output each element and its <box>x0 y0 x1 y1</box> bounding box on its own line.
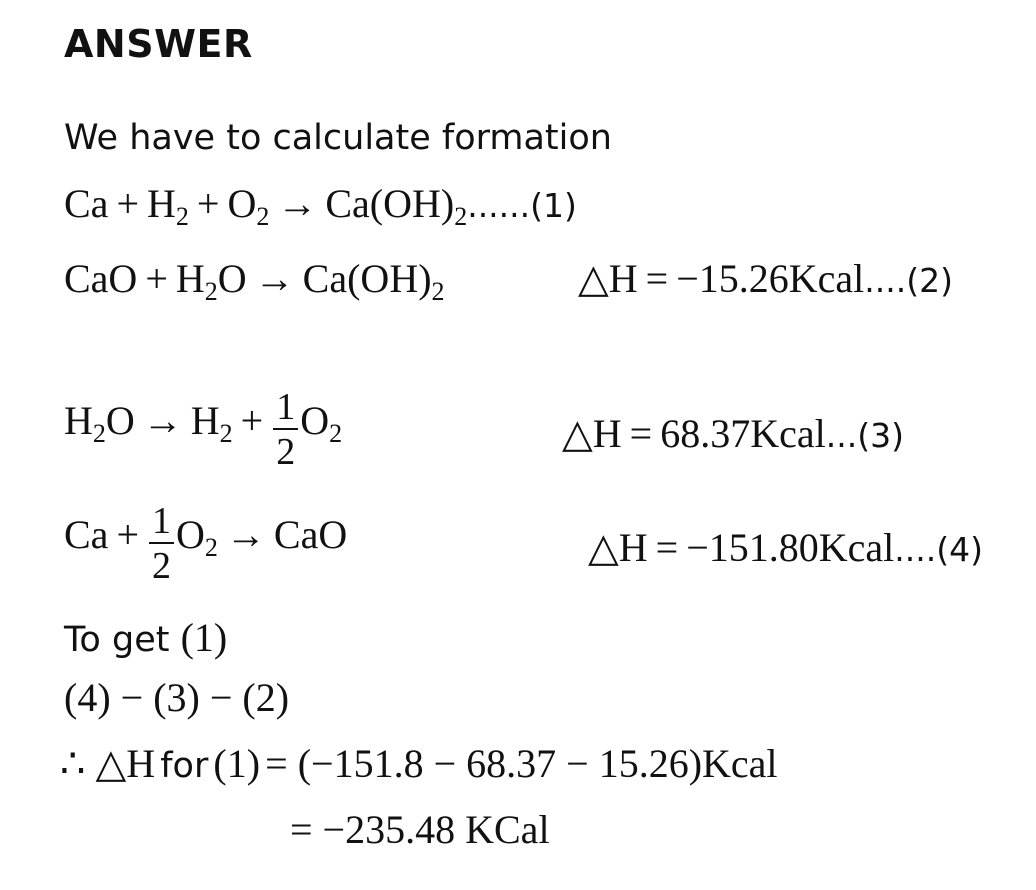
eq3-tag: ...(3) <box>825 416 904 455</box>
eq2-tag: ....(2) <box>864 261 954 300</box>
eq4-fraction: $\frac{1}{2}$ <box>149 502 174 585</box>
eq1-lhs-ca: Ca <box>64 181 109 226</box>
answer-heading: ANSWER <box>64 22 253 66</box>
eq2-lhs-h2o: $H_2O$ <box>175 256 247 306</box>
eq4-lhs-ca: Ca <box>64 512 109 557</box>
equation-1: $Ca + H_2 + O_2 \to Ca(OH)_2......(1)$ <box>64 181 577 231</box>
eq3-rhs-o2: $O_2$ <box>300 398 343 448</box>
eq4-lhs-o2: $O_2$ <box>176 512 218 562</box>
result-line: ∴ △H for (1) = (−151.8 − 68.37 − 15.26)Kcal <box>60 741 778 786</box>
equation-3: $H_2O \to H_2$ + $\frac{1}{2}$ $O_2$ <box>64 386 343 473</box>
eq4-rhs: CaO <box>273 512 348 557</box>
eq1-lhs-h: $H_2$ <box>147 181 189 231</box>
eq2-lhs-cao: CaO <box>64 256 138 301</box>
final-result: = −235.48 KCal <box>290 807 550 852</box>
eq4-delta-h: △H = −151.80Kcal....(4) <box>588 525 984 570</box>
eq3-fraction: $\frac{1}{2}$ <box>273 388 298 471</box>
equation-4: Ca + $\frac{1}{2}$ $O_2$ → CaO <box>64 500 348 587</box>
eq4-tag: ....(4) <box>894 530 984 569</box>
eq3-lhs-h2o: $H_2O$ <box>64 398 135 448</box>
eq2-delta-h: △H = −15.26Kcal....(2) <box>578 256 954 301</box>
eq3-delta-h: △H = 68.37Kcal...(3) <box>562 411 904 456</box>
combination-line: (4) − (3) − (2) <box>64 675 290 720</box>
eq1-rhs: $Ca(OH)_2$ <box>325 181 468 231</box>
eq1-tag: ......(1) <box>467 186 577 225</box>
eq1-lhs-o: $O_2$ <box>227 181 270 231</box>
to-get-line: To get (1) <box>64 615 228 660</box>
equation-2: CaO + $H_2O \to Ca(OH)_2$ <box>64 256 445 306</box>
eq3-rhs-h2: $H_2$ <box>190 398 233 448</box>
intro-text: We have to calculate formation <box>64 118 612 158</box>
eq2-rhs: $Ca(OH)_2$ <box>302 256 445 306</box>
